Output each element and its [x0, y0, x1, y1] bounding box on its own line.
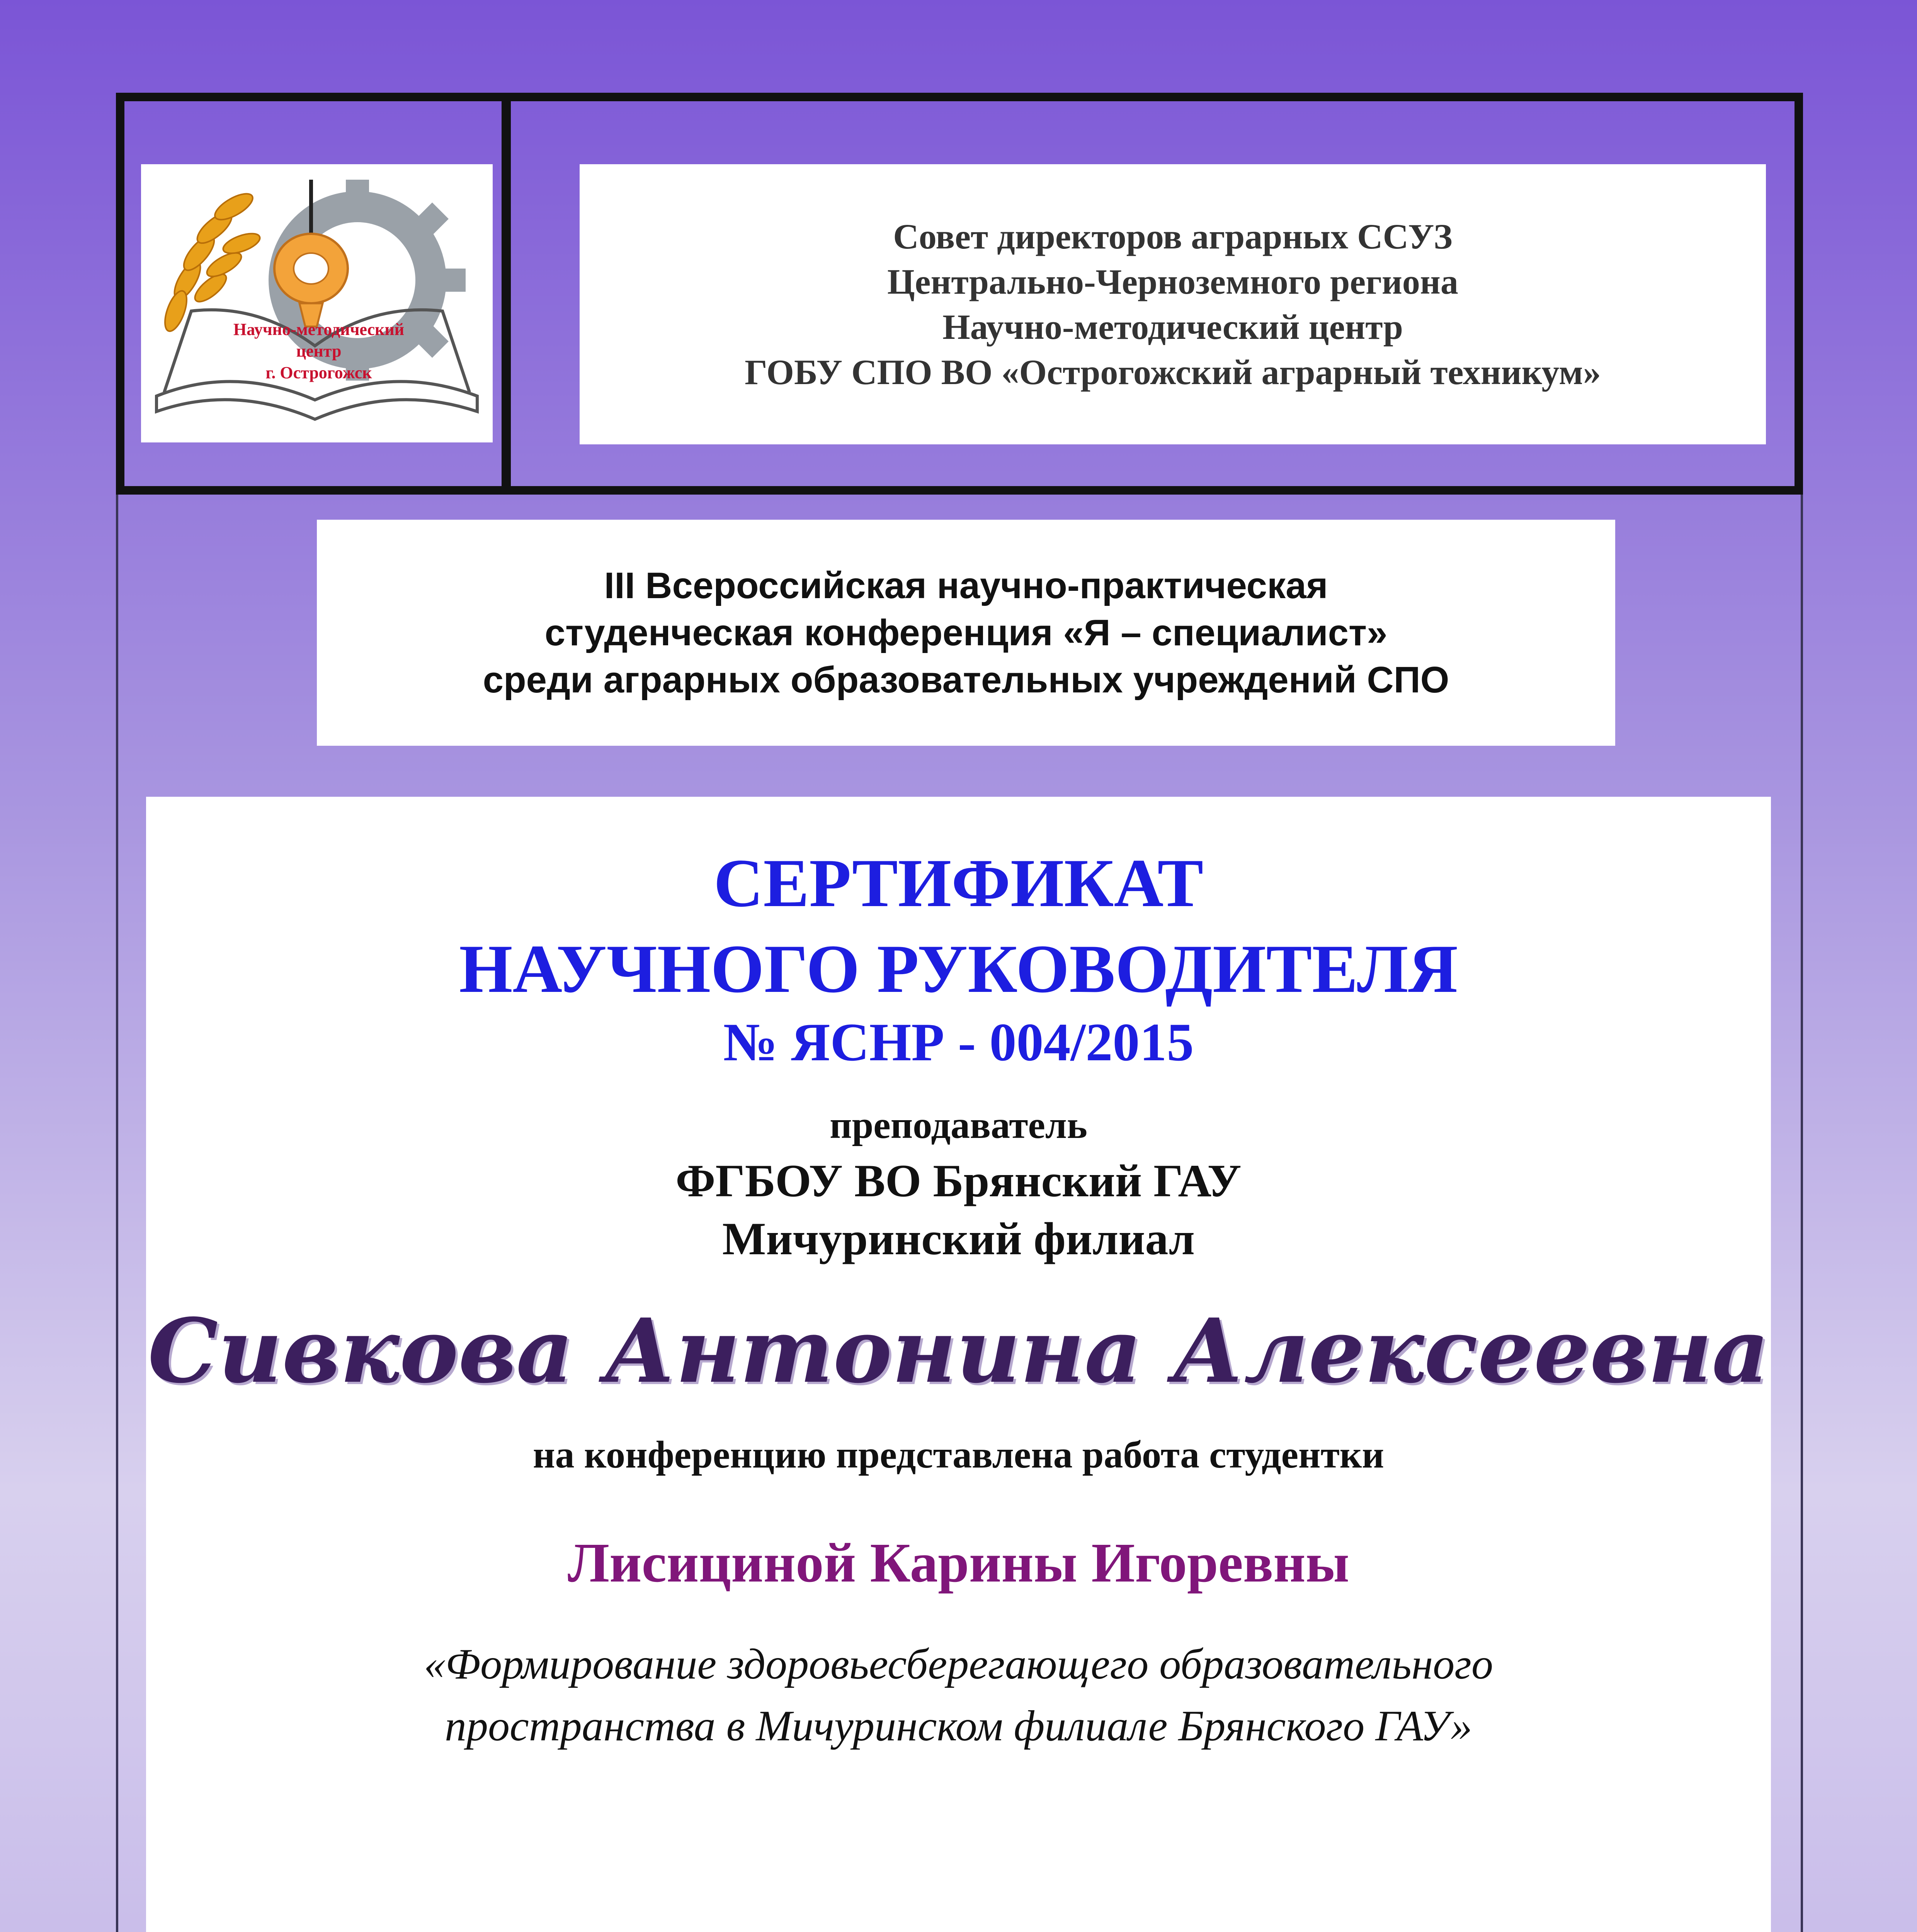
org-line-3: Научно-методический центр	[942, 307, 1403, 347]
work-note: на конференцию представлена работа студентки	[533, 1433, 1384, 1476]
certificate-number: № ЯСНР - 004/2015	[723, 1012, 1194, 1072]
org-line-2: Центрально-Черноземного региона	[887, 262, 1458, 301]
work-topic-line-2: пространства в Мичуринском филиале Брянского ГАУ»	[444, 1702, 1472, 1750]
conference-block	[317, 520, 1615, 746]
recipient-name: Сивкова Антонина Алексеевна	[148, 1299, 1769, 1403]
conference-line-1: III Всероссийская научно-практическая	[604, 565, 1328, 606]
conference-line-3: среди аграрных образовательных учреждений СПО	[483, 659, 1449, 701]
organization-block	[580, 164, 1766, 444]
org-line-4: ГОБУ СПО ВО «Острогожский аграрный техникум»	[745, 352, 1601, 392]
org-line-1: Совет директоров аграрных ССУЗ	[893, 216, 1453, 256]
logo-caption-line-2: центр	[296, 342, 342, 361]
recipient-position: преподаватель	[830, 1104, 1087, 1146]
center-logo	[141, 164, 493, 442]
logo-caption-line-3: г. Острогожск	[265, 363, 372, 382]
recipient-institution: ФГБОУ ВО Брянский ГАУ	[675, 1155, 1242, 1206]
recipient-branch: Мичуринский филиал	[722, 1213, 1195, 1264]
certificate-body	[146, 797, 1771, 1932]
work-topic-line-1: «Формирование здоровьесберегающего образовательного	[424, 1640, 1493, 1688]
certificate-title-line-2: НАУЧНОГО РУКОВОДИТЕЛЯ	[459, 930, 1458, 1007]
logo-emblem-icon	[141, 164, 493, 442]
conference-line-2: студенческая конференция «Я – специалист»	[544, 612, 1388, 653]
logo-caption	[211, 319, 427, 384]
certificate-title-line-1: СЕРТИФИКАТ	[713, 845, 1204, 921]
student-name: Лисициной Карины Игоревны	[568, 1532, 1349, 1594]
logo-caption-line-1: Научно-методический	[233, 320, 405, 339]
